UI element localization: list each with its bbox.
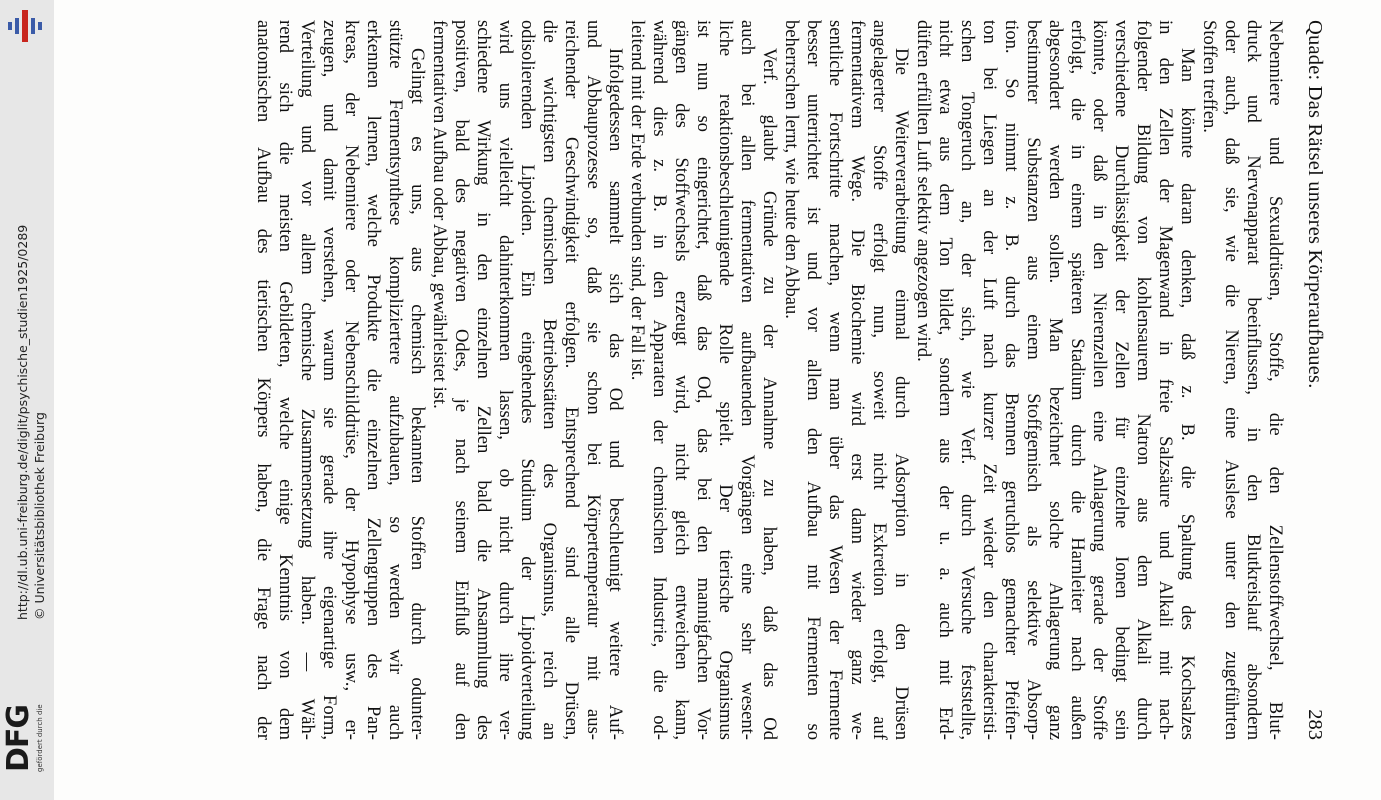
text-line: Nebenniere und Sexualdrüsen, Stoffe, die den Zellenstoffwechsel, Blut-	[1265, 20, 1286, 740]
page-number: 283	[1304, 709, 1326, 740]
text-line: fermentativem Wege. Die Biochemie wird erst dann wieder ganz we-	[847, 20, 868, 740]
text-line: verschiedene Durchlässigkeit der Zellen für einzelne Ionen bedingt sein	[1111, 20, 1132, 740]
text-line: erfolgt, die in einem späteren Stadium durch die Harnleiter nach außen	[1067, 20, 1088, 740]
text-line: Stoffen treffen.	[1199, 20, 1220, 133]
text-line: kreas, der Nebenniere oder Nebenschilddrüse, der Hypophyse usw., er-	[341, 20, 362, 740]
text-line: auch bei allen fermentativen aufbauenden Vorgängen eine sehr wesent-	[737, 20, 758, 740]
scanned-page	[54, 0, 1381, 800]
viewer-sidebar	[0, 0, 55, 800]
text-line: Man könnte daran denken, daß z. B. die Spaltung des Kochsalzes	[1177, 48, 1198, 740]
text-line: ton bei Liegen an der Luft nach kurzer Zeit wieder den charakteristi-	[979, 20, 1000, 740]
text-line: positiven, bald des negativen Odes, je nach seinem Einfluß auf den	[451, 20, 472, 740]
text-line: in den Zellen der Magenwand in freie Salzsäure und Alkali mit nach-	[1155, 20, 1176, 740]
text-line: zeugen, und damit verstehen, warum sie gerade ihre eigenartige Form,	[319, 20, 340, 740]
copyright-notice: © Universitätsbibliothek Freiburg	[32, 412, 47, 620]
text-line: besser unterrichtet ist und vor allem den Aufbau mit Fermenten so	[803, 20, 824, 740]
text-line: wird uns vielleicht dahinterkommen lassen, ob nicht durch ihre ver-	[495, 20, 516, 740]
page-content	[126, 20, 1326, 740]
text-line: die wichtigsten chemischen Betriebsstätten des Organismus, reich an	[539, 20, 560, 740]
text-line: Die Weiterverarbeitung einmal durch Adsorption in den Drüsen	[891, 48, 912, 740]
text-line: folgender Bildung von kohlensaurem Natron aus dem Alkali durch	[1133, 20, 1154, 740]
text-line: fermentativen Aufbau oder Abbau, gewährleistet ist.	[429, 20, 450, 409]
text-line: tion. So nimmt z. B. durch das Brennen geruchlos gemachter Pfeifen-	[1001, 20, 1022, 740]
text-line: liche reaktionsbeschleunigende Rolle spielt. Der tierische Organismus	[715, 20, 736, 740]
text-line: beherrschen lernt, wie heute den Abbau.	[781, 20, 802, 319]
page-header	[1298, 20, 1326, 740]
text-line: leitend mit der Erde verbunden sind, der Fall ist.	[627, 20, 648, 381]
text-line: Infolgedessen sammelt sich das Od und beschleunigt weitere Auf-	[605, 48, 626, 740]
funded-by-label: gefördert durch die	[36, 704, 44, 772]
text-line: sentliche Fortschritte machen, wenn man über das Wesen der Fermente	[825, 20, 846, 740]
text-line: Verf. glaubt Gründe zu der Annahme zu haben, daß das Od	[759, 48, 780, 740]
text-line: odisolierenden Lipoiden. Ein eingehendes Studium der Lipoidverteilung	[517, 20, 538, 740]
sidebar-rotated-text	[0, 0, 54, 800]
text-line: rend sich die meisten Gebildeten, welche einige Kenntnis von dem	[275, 20, 296, 740]
text-line: schen Tongeruch an, der sich, wie Verf. durch Versuche feststellte,	[957, 20, 978, 740]
text-line: druck und Nervenapparat beeinflussen, in den Blutkreislauf absondern	[1243, 20, 1264, 740]
text-line: Gelingt es uns, aus chemisch bekannten Stoffen durch odunter-	[407, 48, 428, 740]
text-line: gängen des Stoffwechsels erzeugt wird, nicht gleich entweichen kann,	[671, 20, 692, 740]
text-line: düften erfüllten Luft selektiv angezogen wird.	[913, 20, 934, 362]
text-line: schiedene Wirkung in den einzelnen Zellen bald die Ansammlung des	[473, 20, 494, 740]
text-line: stützte Fermentsynthese kompliziertere aufzubauen, so werden wir auch	[385, 20, 406, 740]
text-line: abgesondert werden sollen. Man bezeichnet solche Anlagerung ganz	[1045, 20, 1066, 740]
text-line: reichender Geschwindigkeit erfolgen. Entsprechend sind alle Drüsen,	[561, 20, 582, 740]
dfg-logo: DFG	[1, 704, 36, 772]
text-line: ist nun so eingerichtet, daß das Od, das bei den mannigfachen Vor-	[693, 20, 714, 740]
text-line: während dies z. B. in den Apparaten der chemischen Industrie, die od-	[649, 20, 670, 740]
text-line: angelagerter Stoffe erfolgt nun, soweit nicht Exkretion erfolgt, auf	[869, 20, 890, 740]
source-url-link[interactable]: http://dl.ub.uni-freiburg.de/diglit/psychische_studien1925/0289	[15, 224, 30, 620]
text-line: könnte, oder daß in den Nierenzellen eine Anlagerung gerade der Stoffe	[1089, 20, 1110, 740]
text-line: Verteilung und vor allem chemische Zusammensetzung haben. — Wäh-	[297, 20, 318, 740]
text-line: anatomischen Aufbau des tierischen Körpers haben, die Frage nach der	[253, 20, 274, 740]
text-line: und Abbauprozesse so, daß sie schon bei Körpertemperatur mit aus-	[583, 20, 604, 740]
text-line: oder auch, daß sie, wie die Nieren, eine Auslese unter den zugeführten	[1221, 20, 1242, 740]
text-line: erkennen lernen, welche Produkte die einzelnen Zellengruppen des Pan-	[363, 20, 384, 740]
text-line: bestimmter Substanzen aus einem Stoffgemisch als selektive Absorp-	[1023, 20, 1044, 740]
text-line: nicht etwa aus dem Ton bildet, sondern aus der u. a. auch mit Erd-	[935, 20, 956, 740]
running-title: Quade: Das Rätsel unseres Körperaufbaues.	[1304, 20, 1326, 389]
